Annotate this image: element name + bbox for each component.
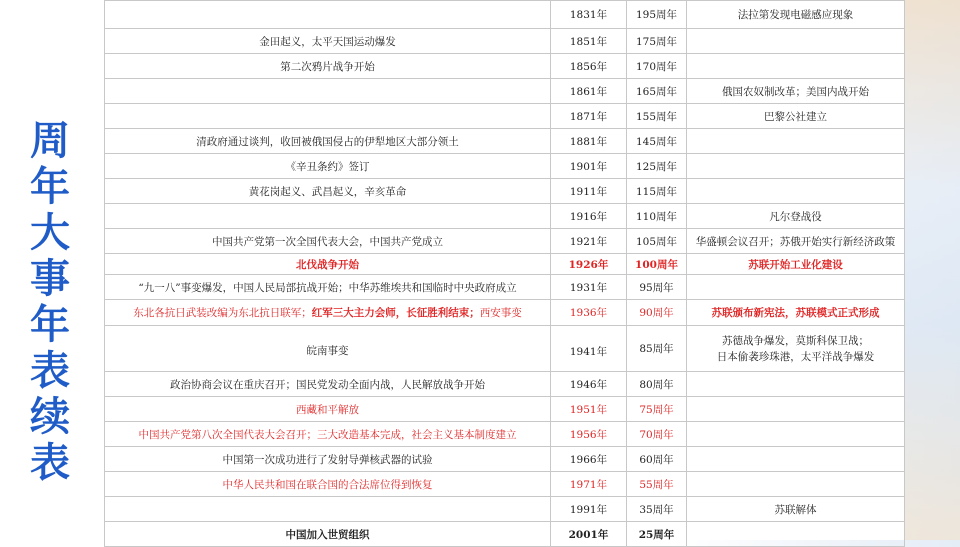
year-cell: 1861年 xyxy=(551,79,627,104)
world-event-cell: 苏联开始工业化建设 xyxy=(687,254,905,275)
event-cell: 中国共产党第一次全国代表大会，中国共产党成立 xyxy=(105,229,551,254)
event-cell: 清政府通过谈判，收回被俄国侵占的伊犁地区大部分领土 xyxy=(105,129,551,154)
anniversary-cell: 95周年 xyxy=(627,275,687,300)
table-row xyxy=(105,472,905,497)
table-row xyxy=(105,154,905,179)
world-event-cell xyxy=(687,522,905,547)
anniversary-cell: 170周年 xyxy=(627,54,687,79)
world-event-cell: 华盛顿会议召开；苏俄开始实行新经济政策 xyxy=(687,229,905,254)
year-cell: 2001年 xyxy=(551,522,627,547)
anniversary-cell: 105周年 xyxy=(627,229,687,254)
title-char: 事 xyxy=(30,256,70,302)
world-event-line: 苏德战争爆发，莫斯科保卫战； xyxy=(722,334,869,347)
world-event-cell xyxy=(687,129,905,154)
event-cell: 北伐战争开始 xyxy=(105,254,551,275)
anniversary-cell: 125周年 xyxy=(627,154,687,179)
year-cell: 1926年 xyxy=(551,254,627,275)
year-cell: 1991年 xyxy=(551,497,627,522)
year-cell: 1936年 xyxy=(551,300,627,326)
event-cell: 黄花岗起义、武昌起义，辛亥革命 xyxy=(105,179,551,204)
title-char: 表 xyxy=(30,348,70,394)
anniversary-cell: 145周年 xyxy=(627,129,687,154)
year-cell: 1951年 xyxy=(551,397,627,422)
year-cell: 1946年 xyxy=(551,372,627,397)
year-cell: 1966年 xyxy=(551,447,627,472)
year-cell: 1956年 xyxy=(551,422,627,447)
year-cell: 1881年 xyxy=(551,129,627,154)
world-event-cell xyxy=(687,29,905,54)
year-cell: 1871年 xyxy=(551,104,627,129)
anniversary-cell: 35周年 xyxy=(627,497,687,522)
event-fragment: 红军三大主力会师，长征胜利结束； xyxy=(311,307,480,319)
event-cell xyxy=(105,79,551,104)
world-event-cell xyxy=(687,154,905,179)
table-row xyxy=(105,179,905,204)
title-char: 表 xyxy=(30,440,70,486)
event-fragment: 东北各抗日武装改编为东北抗日联军； xyxy=(133,307,312,319)
anniversary-cell: 115周年 xyxy=(627,179,687,204)
year-cell: 1971年 xyxy=(551,472,627,497)
world-event-cell: 苏联颁布新宪法，苏联模式正式形成 xyxy=(687,300,905,326)
event-cell: 西藏和平解放 xyxy=(105,397,551,422)
anniversary-cell: 110周年 xyxy=(627,204,687,229)
anniversary-cell: 90周年 xyxy=(627,300,687,326)
year-cell: 1831年 xyxy=(551,1,627,29)
events-table xyxy=(104,0,905,547)
anniversary-cell: 60周年 xyxy=(627,447,687,472)
year-cell: 1851年 xyxy=(551,29,627,54)
event-cell: “九一八”事变爆发，中国人民局部抗战开始；中华苏维埃共和国临时中央政府成立 xyxy=(105,275,551,300)
world-event-cell: 俄国农奴制改革；美国内战开始 xyxy=(687,79,905,104)
table-row xyxy=(105,204,905,229)
year-cell: 1916年 xyxy=(551,204,627,229)
anniversary-cell: 25周年 xyxy=(627,522,687,547)
world-event-cell: 巴黎公社建立 xyxy=(687,104,905,129)
event-cell: 中国加入世贸组织 xyxy=(105,522,551,547)
anniversary-cell: 85周年 xyxy=(627,326,687,372)
title-char: 年 xyxy=(30,164,70,210)
events-table-container xyxy=(104,0,904,540)
event-cell: 中国共产党第八次全国代表大会召开；三大改造基本完成，社会主义基本制度建立 xyxy=(105,422,551,447)
world-event-cell: 苏联解体 xyxy=(687,497,905,522)
anniversary-cell: 155周年 xyxy=(627,104,687,129)
title-char: 续 xyxy=(30,394,70,440)
table-row xyxy=(105,275,905,300)
event-cell: 皖南事变 xyxy=(105,326,551,372)
table-row xyxy=(105,300,905,326)
world-event-cell xyxy=(687,326,905,372)
year-cell: 1911年 xyxy=(551,179,627,204)
table-row xyxy=(105,254,905,275)
world-event-cell xyxy=(687,397,905,422)
table-row xyxy=(105,104,905,129)
year-cell: 1941年 xyxy=(551,326,627,372)
world-event-cell xyxy=(687,54,905,79)
world-event-line: 日本偷袭珍珠港，太平洋战争爆发 xyxy=(716,350,875,363)
event-cell: 中华人民共和国在联合国的合法席位得到恢复 xyxy=(105,472,551,497)
event-cell xyxy=(105,300,551,326)
anniversary-cell: 195周年 xyxy=(627,1,687,29)
anniversary-cell: 175周年 xyxy=(627,29,687,54)
world-event-cell xyxy=(687,372,905,397)
table-row xyxy=(105,29,905,54)
title-char: 年 xyxy=(30,302,70,348)
world-event-cell xyxy=(687,179,905,204)
table-row xyxy=(105,397,905,422)
event-cell xyxy=(105,497,551,522)
year-cell: 1856年 xyxy=(551,54,627,79)
table-row xyxy=(105,522,905,547)
event-cell: 中国第一次成功进行了发射导弹核武器的试验 xyxy=(105,447,551,472)
anniversary-cell: 70周年 xyxy=(627,422,687,447)
event-cell: 政治协商会议在重庆召开；国民党发动全面内战，人民解放战争开始 xyxy=(105,372,551,397)
world-event-cell xyxy=(687,275,905,300)
title-char: 大 xyxy=(30,210,70,256)
event-cell xyxy=(105,104,551,129)
event-cell: 第二次鸦片战争开始 xyxy=(105,54,551,79)
table-row xyxy=(105,79,905,104)
event-cell xyxy=(105,204,551,229)
event-cell: 金田起义，太平天国运动爆发 xyxy=(105,29,551,54)
table-row xyxy=(105,54,905,79)
anniversary-cell: 55周年 xyxy=(627,472,687,497)
year-cell: 1921年 xyxy=(551,229,627,254)
table-row xyxy=(105,447,905,472)
title-char: 周 xyxy=(30,118,70,164)
anniversary-cell: 165周年 xyxy=(627,79,687,104)
world-event-cell xyxy=(687,472,905,497)
anniversary-cell: 100周年 xyxy=(627,254,687,275)
table-row xyxy=(105,372,905,397)
page-title xyxy=(22,118,78,486)
table-row xyxy=(105,229,905,254)
table-row xyxy=(105,1,905,29)
table-row xyxy=(105,129,905,154)
table-row xyxy=(105,422,905,447)
event-cell: 《辛丑条约》签订 xyxy=(105,154,551,179)
world-event-cell xyxy=(687,422,905,447)
world-event-cell xyxy=(687,447,905,472)
year-cell: 1901年 xyxy=(551,154,627,179)
event-fragment: 西安事变 xyxy=(479,307,522,319)
world-event-cell: 法拉第发现电磁感应现象 xyxy=(687,1,905,29)
anniversary-cell: 75周年 xyxy=(627,397,687,422)
event-cell xyxy=(105,1,551,29)
table-row xyxy=(105,326,905,372)
table-row xyxy=(105,497,905,522)
year-cell: 1931年 xyxy=(551,275,627,300)
anniversary-cell: 80周年 xyxy=(627,372,687,397)
world-event-cell: 凡尔登战役 xyxy=(687,204,905,229)
